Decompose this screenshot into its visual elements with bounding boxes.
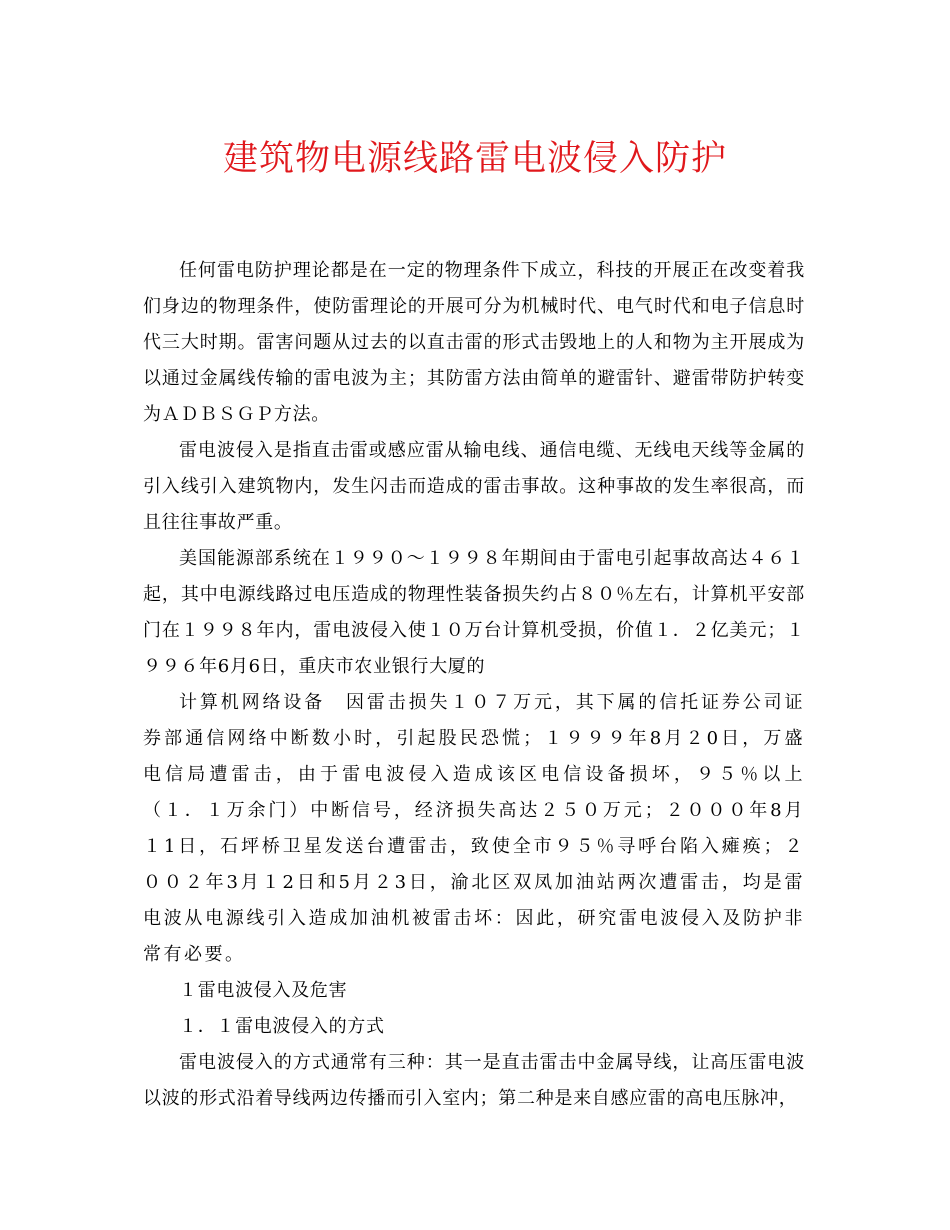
document-body [143,253,826,1117]
paragraph-definition: 雷电波侵入是指直击雷或感应雷从输电线、通信电缆、无线电天线等金属的引入线引入建筑物内，发生闪击而造成的雷击事故。这种事故的发生率很高，而且往往事故严重。 [143,440,805,533]
section-heading-1-1: １．１雷电波侵入的方式 [179,1016,385,1037]
paragraph-statistics: 美国能源部系统在１９９０～１９９８年期间由于雷电引起事故高达４６１起，其中电源线路过电压造成的物理性装备损失约占８０％左右，计算机平安部门在１９９８年内，雷电波侵入使１０万台计算机受损，价值１．２亿美元；１９９６年6月6日，重庆市农业银行大厦的 [143,548,805,677]
section-heading-1: １雷电波侵入及危害 [179,980,348,1001]
paragraph-incidents: 计算机网络设备 因雷击损失１０７万元，其下属的信托证券公司证券部通信网络中断数小时，引起股民恐慌；１９９９年8月２0日，万盛电信局遭雷击，由于雷电波侵入造成该区电信设备损坏，９５％以上 （１．１万余门）中断信号，经济损失高达２５０万元；２０００年8月１1日，石坪桥卫星发送台遭雷击，致使全市９５％寻呼台陷入瘫痪；２００２年3月１2日和5月２3日，渝北区双凤加油站两次遭雷击，均是雷电波从电源线引入造成加油机被雷击坏：因此，研究雷电波侵入及防护非常有必要。 [143,692,826,965]
document-title: 建筑物电源线路雷电波侵入防护 [222,139,727,179]
paragraph-intro: 任何雷电防护理论都是在一定的物理条件下成立，科技的开展正在改变着我们身边的物理条件，使防雷理论的开展可分为机械时代、电气时代和电子信息时代三大时期。雷害问题从过去的以直击雷的形式击毁地上的人和物为主开展成为以通过金属线传输的雷电波为主；其防雷方法由简单的避雷针、避雷带防护转变为ＡＤＢＳＧＰ方法。 [143,260,805,425]
paragraph-invasion-methods: 雷电波侵入的方式通常有三种：其一是直击雷击中金属导线，让高压雷电波以波的形式沿着导线两边传播而引入室内；第二种是来自感应雷的高电压脉冲， [143,1052,805,1109]
